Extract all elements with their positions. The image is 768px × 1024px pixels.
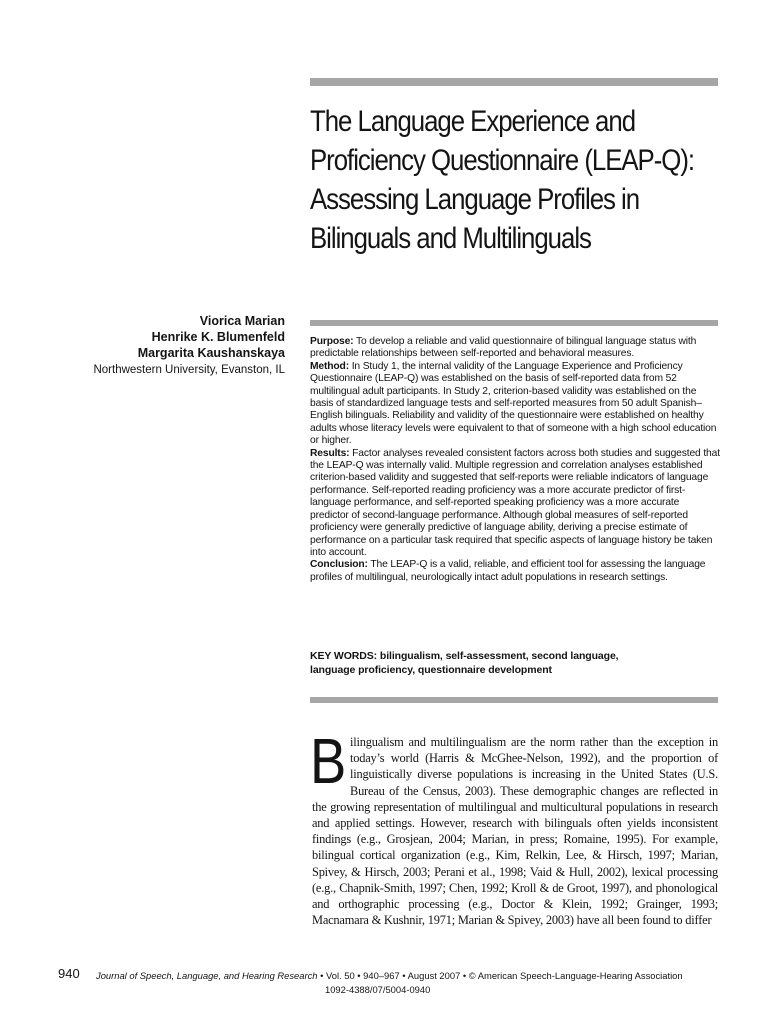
issn: 1092-4388/07/5004-0940 — [325, 984, 431, 995]
results-text: Factor analyses revealed consistent factors across both studies and suggested that the LEAP-Q was internally valid. Multiple regression and correlation analyses established criterion-based validity and suggested that self-reports were reliable indicators of language performance. Self-reported reading proficiency was a more accurate predictor of first-language performance, and self-reported speaking proficiency was a more accurate predictor of second-language performance. Although global measures of self-reported proficiency were generally predictive of language ability, deriving a precise estimate of performance on a particular task required that specific aspects of language history be taken into account. — [310, 447, 720, 558]
affiliation: Northwestern University, Evanston, IL — [93, 364, 285, 376]
journal-name: Journal of Speech, Language, and Hearing Research — [96, 970, 318, 981]
title-line: The Language Experience and — [310, 105, 636, 138]
abstract — [310, 336, 720, 584]
abstract-results — [310, 448, 720, 560]
purpose-text: To develop a reliable and valid questionnaire of bilingual language status with predictable relationships between self-reported and behavioral measures. — [310, 336, 697, 360]
author-name: Henrike K. Blumenfeld — [151, 330, 285, 344]
author-name: Margarita Kaushanskaya — [137, 346, 285, 360]
article-title — [310, 102, 714, 258]
citation-details: • Vol. 50 • 940–967 • August 2007 • © American Speech-Language-Hearing Association — [317, 970, 683, 981]
abstract-bottom-rule — [310, 697, 718, 703]
abstract-top-rule — [310, 320, 718, 326]
title-line: Assessing Language Profiles in — [310, 183, 640, 216]
title-line: Bilinguals and Multilinguals — [310, 222, 591, 255]
conclusion-text: The LEAP-Q is a valid, reliable, and efficient tool for assessing the language profiles of multilingual, neurologically intact adult populations in research settings. — [310, 559, 706, 583]
title-line: Proficiency Questionnaire (LEAP-Q): — [310, 144, 695, 177]
conclusion-label: Conclusion: — [310, 559, 368, 571]
abstract-purpose — [310, 336, 720, 361]
author-block — [60, 313, 285, 378]
page-number: 940 — [58, 966, 80, 981]
abstract-conclusion — [310, 559, 720, 584]
purpose-label: Purpose: — [310, 336, 354, 347]
top-rule — [310, 78, 718, 86]
method-text: In Study 1, the internal validity of the Language Experience and Proficiency Questionnaire (LEAP-Q) was established on the basis of self-reported data from 52 multilingual adult participants. In Study 2, criterion-based validity was established on the basis of standardized language tests and self-reported measures from 50 adult Spanish–English bilinguals. Reliability and validity of the questionnaire were established on healthy adults whose literacy levels were equivalent to that of someone with a high school education or higher. — [310, 360, 717, 447]
keywords — [310, 649, 720, 677]
method-label: Method: — [310, 360, 349, 372]
drop-cap: B — [310, 725, 347, 797]
body-text — [310, 725, 718, 928]
body-paragraph: ilingualism and multilingualism are the norm rather than the exception in today’s world (Harris & McGhee-Nelson, 1992), and the proportion of linguistically diverse populations is increasing in the United States (U.S. Bureau of the Census, 2003). These demographic changes are reflected in the growing representation of multilingual and multicultural populations in research and applied settings. However, research with bilinguals often yields inconsistent findings (e.g., Grosjean, 2004; Marian, in press; Romaine, 1995). For example, bilingual cortical organization (e.g., Kim, Relkin, Lee, & Hirsch, 1997; Marian, Spivey, & Hirsch, 2003; Perani et al., 1998; Vaid & Hull, 2002), lexical processing (e.g., Chapnik-Smith, 1997; Chen, 1992; Kroll & de Groot, 1997), and phonological and orthographic processing (e.g., Doctor & Klein, 1992; Grainger, 1993; Macnamara & Kushnir, 1971; Marian & Spivey, 2003) have all been found to differ — [312, 735, 718, 928]
results-label: Results: — [310, 447, 350, 459]
abstract-method — [310, 361, 720, 448]
keywords-line: language proficiency, questionnaire development — [310, 664, 552, 676]
citation-line — [96, 970, 683, 982]
author-name: Viorica Marian — [199, 314, 285, 328]
keywords-line: KEY WORDS: bilingualism, self-assessment, second language, — [310, 650, 619, 662]
